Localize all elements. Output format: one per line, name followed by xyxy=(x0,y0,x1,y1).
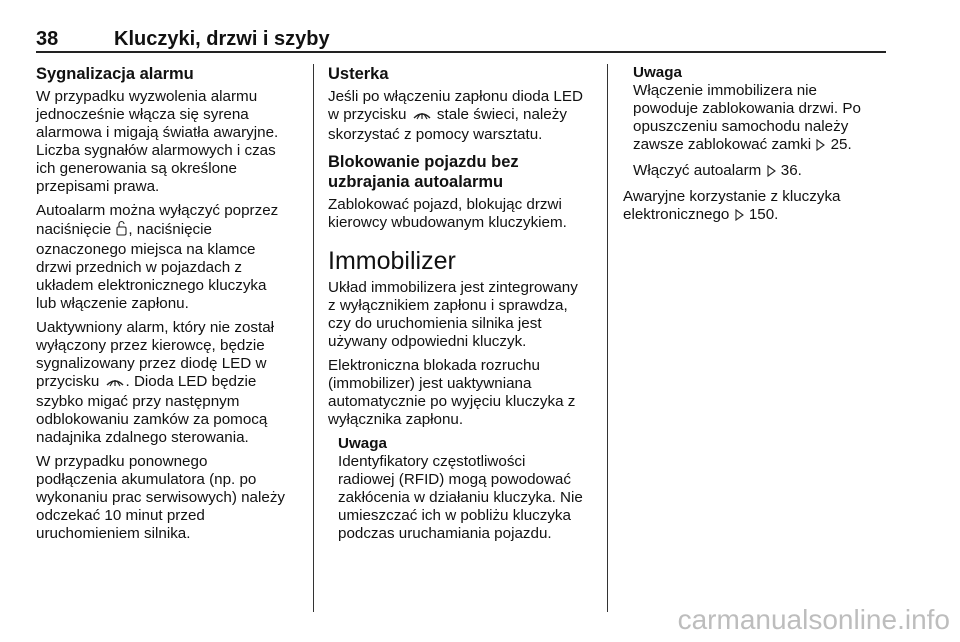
paragraph: W przypadku ponownego podłączenia akumulatora (np. po wykonaniu prac serwisowych) należy odczekać 10 minut przed uruchomieniem silnika. xyxy=(36,453,286,542)
page-ref-arrow-icon xyxy=(735,208,744,226)
header-rule xyxy=(36,51,886,53)
column-divider xyxy=(313,64,314,612)
section-heading: Sygnalizacja alarmu xyxy=(36,65,194,83)
text: Autoalarm można wyłączyć poprzez naciśnięcie xyxy=(36,202,279,238)
text: , naciśnięcie oznaczonego miejsca na klamce drzwi przednich w pojazdach z układem elektronicznego kluczyka lub włączenie zapłonu. xyxy=(36,221,267,312)
text: Włączyć autoalarm xyxy=(633,162,766,179)
column-3 xyxy=(623,64,885,232)
chapter-heading: Immobilizer xyxy=(328,247,456,275)
paragraph xyxy=(623,188,885,226)
paragraph xyxy=(36,319,298,447)
note-box xyxy=(623,64,885,182)
column-divider xyxy=(607,64,608,612)
column-2 xyxy=(328,64,596,549)
paragraph: W przypadku wyzwolenia alarmu jednocześnie włącza się syrena alarmowa i migają światła awaryjne. Liczba sygnałów alarmowych i czas ich generowania są określone przepisami prawa. xyxy=(36,88,279,195)
watermark: carmanualsonline.info xyxy=(677,604,950,635)
section-heading: Blokowanie pojazdu bez uzbrajania autoalarmu xyxy=(328,153,519,191)
note-text xyxy=(633,162,885,182)
note-title: Uwaga xyxy=(633,64,682,81)
note-text xyxy=(633,82,885,156)
text: Awaryjne korzystanie z kluczyka elektronicznego xyxy=(623,188,841,223)
text: . Dioda LED będzie szybko migać przy następnym odblokowaniu zamków za pomocą nadajnika zdalnego sterowania. xyxy=(36,373,268,446)
text: Jeśli po włączeniu zapłonu dioda LED w przycisku xyxy=(328,88,583,123)
section-heading: Usterka xyxy=(328,65,389,83)
page-number: 38 xyxy=(36,28,59,50)
chapter-title: Kluczyki, drzwi i szyby xyxy=(114,28,330,50)
paragraph: Elektroniczna blokada rozruchu (immobilizer) jest uaktywniana automatycznie po wyjęciu kluczyka z wyłącznika zapłonu. xyxy=(328,357,576,428)
text: Włączenie immobilizera nie powoduje zablokowania drzwi. Po opuszczeniu samochodu należy zawsze zablokować zamki xyxy=(633,82,861,153)
page-ref-arrow-icon xyxy=(767,164,776,182)
note-box xyxy=(328,435,596,543)
paragraph: Zablokować pojazd, blokując drzwi kierowcy wbudowanym kluczykiem. xyxy=(328,196,567,231)
alarm-led-icon xyxy=(105,375,125,393)
alarm-led-icon xyxy=(412,108,432,126)
note-title: Uwaga xyxy=(338,435,387,452)
text: stale świeci, należy skorzystać z pomocy warsztatu. xyxy=(328,106,567,143)
paragraph xyxy=(328,88,596,144)
page-reference[interactable]: 150. xyxy=(748,206,779,223)
unlock-icon xyxy=(116,220,127,241)
text: Uaktywniony alarm, który nie został wyłączony przez kierowcę, będzie sygnalizowany przez diodę LED w przycisku xyxy=(36,319,275,390)
note-text: Identyfikatory częstotliwości radiowej (RFID) mogą powodować zakłócenia w działaniu kluczyka. Nie umieszczać ich w pobliżu kluczyka podczas uruchamiania pojazdu. xyxy=(338,453,583,542)
page-reference[interactable]: 25. xyxy=(830,136,852,153)
page-reference[interactable]: 36. xyxy=(780,162,802,179)
page-ref-arrow-icon xyxy=(816,138,825,156)
page-header xyxy=(36,28,886,52)
column-1 xyxy=(36,64,298,549)
paragraph: Układ immobilizera jest zintegrowany z wyłącznikiem zapłonu i sprawdza, czy do uruchomienia silnika jest używany odpowiedni kluczyk. xyxy=(328,279,578,350)
paragraph xyxy=(36,202,298,313)
